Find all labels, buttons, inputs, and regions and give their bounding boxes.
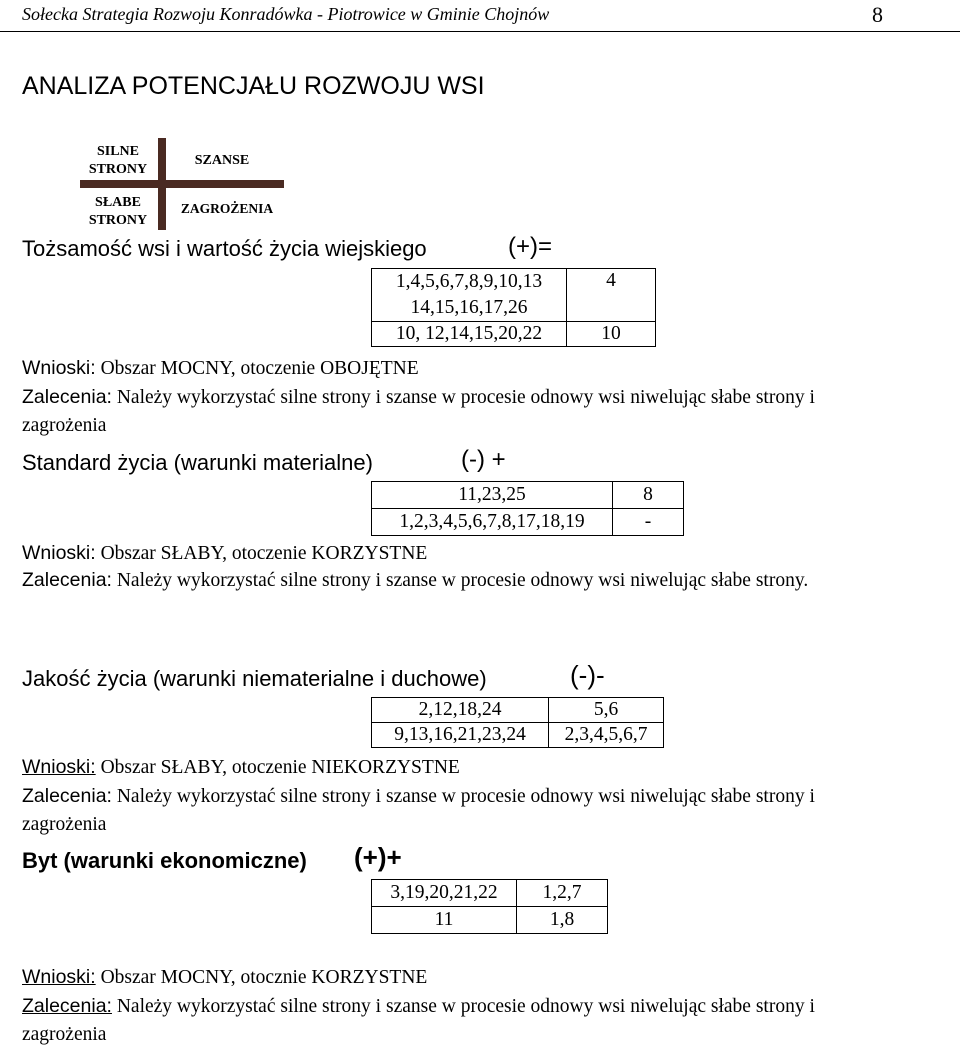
section-title (22, 848, 307, 874)
section-title-text: Jakość życia (warunki niematerialne i duchowe) (22, 666, 487, 691)
conclusions-label: Wnioski: (22, 966, 96, 988)
section-sign: (+)= (508, 233, 553, 260)
table-row (372, 269, 656, 322)
conclusions-label: Wnioski: (22, 542, 96, 564)
table-cell: 1,4,5,6,7,8,9,10,13 14,15,16,17,26 (372, 269, 567, 322)
conclusions-label: Wnioski: (22, 756, 96, 778)
recommendations-label: Zalecenia: (22, 569, 112, 591)
table-cell: 5,6 (549, 698, 664, 723)
table-cell: 2,12,18,24 (372, 698, 549, 723)
table-cell: 1,8 (517, 907, 608, 934)
table-cell: 2,3,4,5,6,7 (549, 723, 664, 748)
recommendations-label: Zalecenia: (22, 785, 112, 807)
table-cell: 10 (567, 322, 656, 347)
section-sign: (+)+ (354, 842, 402, 872)
section-title-text: Standard życia (warunki materialne) (22, 450, 373, 475)
recommendations (22, 992, 892, 1049)
table-row (372, 482, 684, 509)
swot-horizontal-divider (80, 180, 284, 188)
swot-weaknesses-label: SŁABE STRONY (88, 195, 148, 228)
section-title-text: Byt (warunki ekonomiczne) (22, 848, 307, 873)
table-cell: 3,19,20,21,22 (372, 880, 517, 907)
section-title (22, 450, 373, 476)
recommendations-label: Zalecenia: (22, 386, 112, 408)
table-row (372, 509, 684, 536)
recommendations-label: Zalecenia: (22, 995, 112, 1017)
table-cell: 1,2,7 (517, 880, 608, 907)
header-divider (0, 31, 960, 32)
conclusions-text: Obszar MOCNY, otoczenie OBOJĘTNE (100, 358, 419, 379)
table-cell: 11,23,25 (372, 482, 613, 509)
conclusions (22, 539, 427, 568)
recommendations (22, 383, 892, 440)
section-title (22, 236, 427, 262)
recommendations (22, 566, 892, 595)
swot-threats-label: ZAGROŻENIA (180, 201, 274, 216)
conclusions (22, 753, 460, 782)
table-cell: 9,13,16,21,23,24 (372, 723, 549, 748)
table-cell: 10, 12,14,15,20,22 (372, 322, 567, 347)
swot-diagram (80, 138, 290, 230)
table-cell: 1,2,3,4,5,6,7,8,17,18,19 (372, 509, 613, 536)
table-row (372, 907, 608, 934)
table-row (372, 698, 664, 723)
table-row (372, 723, 664, 748)
swot-strengths-label: SILNE STRONY (88, 144, 148, 177)
table-row (372, 322, 656, 347)
recommendations (22, 782, 892, 839)
section-table (371, 481, 684, 536)
swot-opportunities-label: SZANSE (194, 153, 250, 168)
section-title (22, 666, 487, 692)
table-cell: - (613, 509, 684, 536)
conclusions-text: Obszar SŁABY, otoczenie KORZYSTNE (100, 543, 428, 564)
conclusions (22, 354, 419, 383)
recommendations-text: Należy wykorzystać silne strony i szanse w procesie odnowy wsi niwelując słabe strony i zagrożenia (22, 387, 815, 436)
section-table (371, 697, 664, 748)
section-table (371, 268, 656, 347)
section-sign: (-)- (570, 660, 605, 690)
table-cell: 4 (567, 269, 656, 322)
running-header: Sołecka Strategia Rozwoju Konradówka - Piotrowice w Gminie Chojnów (22, 4, 550, 24)
recommendations-text: Należy wykorzystać silne strony i szanse w procesie odnowy wsi niwelując słabe strony. (116, 570, 809, 591)
page-number: 8 (872, 2, 883, 27)
table-cell: 11 (372, 907, 517, 934)
conclusions-text: Obszar SŁABY, otoczenie NIEKORZYSTNE (100, 757, 460, 778)
section-table (371, 879, 608, 934)
table-cell: 8 (613, 482, 684, 509)
table-row (372, 880, 608, 907)
recommendations-text: Należy wykorzystać silne strony i szanse w procesie odnowy wsi niwelując słabe strony i zagrożenia (22, 996, 815, 1045)
section-title-text: Tożsamość wsi i wartość życia wiejskiego (22, 236, 427, 261)
conclusions (22, 963, 427, 992)
conclusions-label: Wnioski: (22, 357, 96, 379)
section-sign: (-) + (461, 446, 506, 473)
recommendations-text: Należy wykorzystać silne strony i szanse w procesie odnowy wsi niwelując słabe strony i zagrożenia (22, 786, 815, 835)
page-title: ANALIZA POTENCJAŁU ROZWOJU WSI (22, 72, 485, 100)
conclusions-text: Obszar MOCNY, otocznie KORZYSTNE (100, 967, 428, 988)
